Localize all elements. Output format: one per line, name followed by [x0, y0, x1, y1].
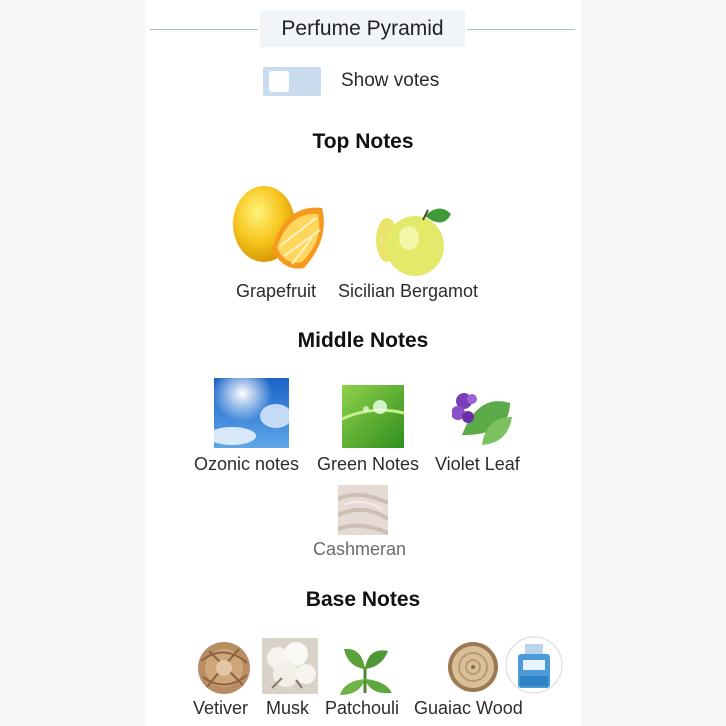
note-label-musk: Musk [266, 698, 310, 718]
note-label-ozonic: Ozonic notes [194, 454, 300, 474]
note-label-grapefruit: Grapefruit [236, 281, 317, 301]
base-note-patchouli[interactable] [338, 643, 392, 695]
middle-note-ozonic[interactable] [214, 378, 289, 448]
note-label-guaiac-wood: Guaiac Wood [414, 698, 523, 718]
divider-right [467, 29, 575, 30]
middle-note-green[interactable] [342, 385, 404, 448]
sky-icon [214, 378, 289, 448]
note-label-bergamot: Sicilian Bergamot [338, 281, 479, 301]
top-notes-title: Top Notes [312, 130, 414, 153]
note-label-green: Green Notes [317, 454, 420, 474]
base-note-musk[interactable] [262, 638, 318, 694]
vetiver-roots-icon [195, 637, 253, 695]
middle-note-violet-leaf[interactable] [452, 387, 514, 447]
note-label-violet-leaf: Violet Leaf [435, 454, 520, 474]
bergamot-icon [373, 204, 453, 276]
pyramid-title: Perfume Pyramid [260, 10, 465, 47]
show-votes-label: Show votes [341, 70, 440, 91]
patchouli-leaf-icon [338, 643, 392, 695]
divider-left [150, 29, 258, 30]
perfume-bottle-icon [505, 636, 563, 694]
top-note-grapefruit[interactable] [232, 184, 332, 274]
cashmere-fabric-icon [338, 485, 388, 535]
base-note-extra[interactable] [505, 636, 563, 694]
violet-leaf-icon [452, 387, 514, 447]
base-note-guaiac-wood[interactable] [446, 640, 500, 694]
toggle-knob[interactable] [269, 71, 289, 92]
middle-note-cashmeran[interactable] [338, 485, 388, 535]
musk-cotton-icon [262, 638, 318, 694]
wood-slice-icon [446, 640, 500, 694]
note-label-vetiver: Vetiver [193, 698, 249, 718]
show-votes-toggle[interactable] [263, 67, 321, 96]
base-notes-title: Base Notes [305, 588, 421, 611]
grapefruit-icon [232, 184, 332, 274]
middle-notes-title: Middle Notes [297, 329, 429, 352]
note-label-patchouli: Patchouli [325, 698, 400, 718]
green-leaf-drop-icon [342, 385, 404, 448]
pyramid-panel [145, 0, 581, 726]
base-note-vetiver[interactable] [195, 637, 253, 695]
note-label-cashmeran: Cashmeran [313, 539, 407, 559]
top-note-bergamot[interactable] [373, 204, 453, 276]
